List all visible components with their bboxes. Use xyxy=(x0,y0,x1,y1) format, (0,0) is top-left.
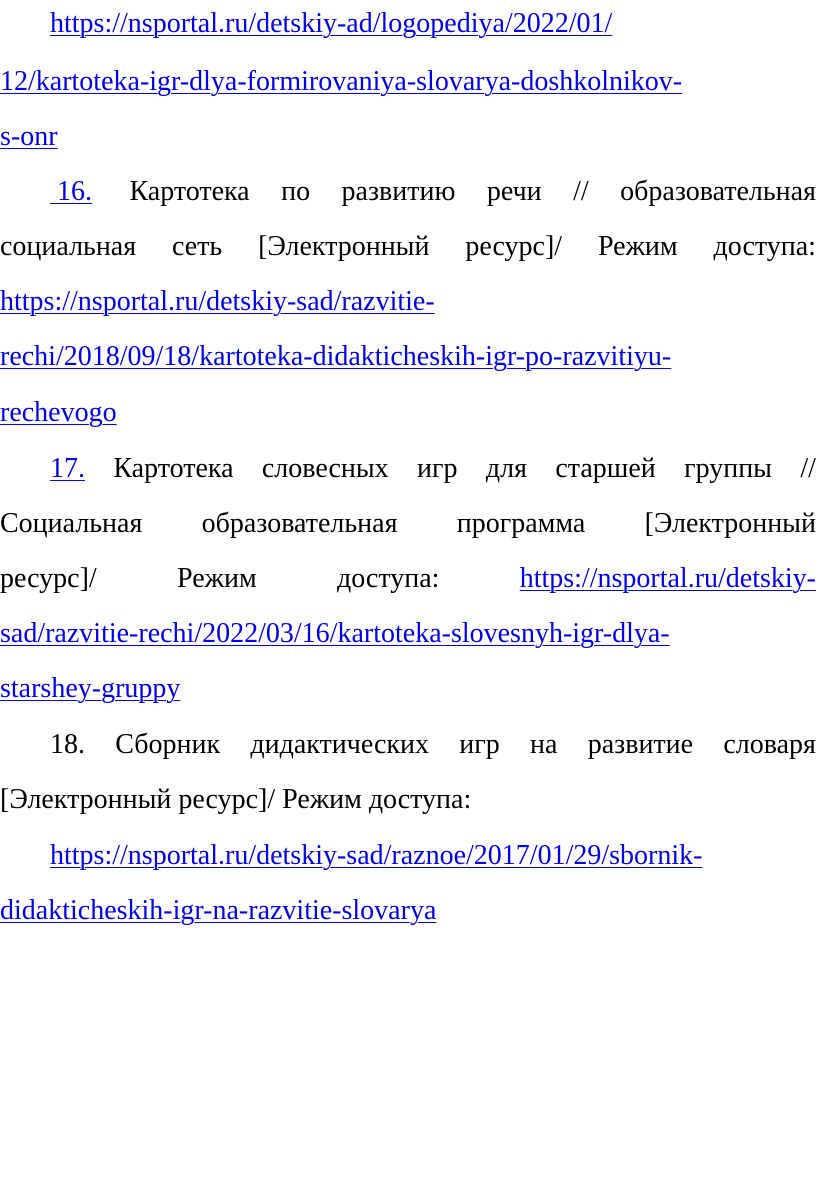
ref16-number-link[interactable]: 16. xyxy=(50,176,92,207)
ref16-url-line-3[interactable] xyxy=(0,393,816,433)
ref16-word: Режим xyxy=(597,231,678,262)
ref18-word: дидактических xyxy=(250,729,429,760)
ref18-word: на xyxy=(530,729,558,760)
ref18-link-part-2[interactable]: didakticheskih-igr-na-razvitie-slovarya xyxy=(0,895,437,926)
ref18-url-line-1[interactable] xyxy=(50,836,816,876)
ref18-link-part-1[interactable]: https://nsportal.ru/detskiy-sad/raznoe/2017/01/29/sbornik- xyxy=(50,840,703,871)
ref16-link-part-3[interactable]: rechevogo xyxy=(0,397,117,428)
ref16-link-part-1[interactable]: https://nsportal.ru/detskiy-sad/razvitie- xyxy=(0,286,435,317)
ref15-url-line-2[interactable] xyxy=(0,62,816,102)
ref17-word: Режим xyxy=(177,563,257,594)
ref15-url-line-3[interactable] xyxy=(0,117,816,157)
ref15-link-part-2[interactable]: 12/kartoteka-igr-dlya-formirovaniya-slovarya-doshkolnikov- xyxy=(0,66,683,97)
ref16-word: развитию xyxy=(341,176,456,207)
ref17-word: Картотека xyxy=(113,453,234,484)
ref16-word: образовательная xyxy=(620,176,816,207)
ref18-word: развитие xyxy=(587,729,694,760)
ref18-url-line-2[interactable] xyxy=(0,891,816,931)
ref16-word: Картотека xyxy=(129,176,250,207)
ref16-word: речи xyxy=(486,176,542,207)
ref17-line-1 xyxy=(50,449,816,489)
ref16-url-line-1[interactable] xyxy=(0,282,816,322)
ref16-link-part-2[interactable]: rechi/2018/09/18/kartoteka-didakticheskih-igr-po-razvitiyu- xyxy=(0,341,672,372)
ref17-word: ресурс]/ xyxy=(0,563,97,594)
ref17-word: группы xyxy=(684,453,772,484)
ref18-line-2 xyxy=(0,780,816,820)
ref17-url-line-2[interactable] xyxy=(0,614,816,654)
ref17-word: словесных xyxy=(261,453,389,484)
ref17-word: доступа: xyxy=(336,563,440,594)
ref17-word: программа xyxy=(456,508,586,539)
ref17-word: образовательная xyxy=(201,508,398,539)
ref18-word: 18. xyxy=(50,729,85,760)
ref17-number-link[interactable]: 17. xyxy=(50,453,85,484)
ref17-word: старшей xyxy=(555,453,656,484)
ref18-word: игр xyxy=(459,729,500,760)
ref17-link-part-3[interactable]: starshey-gruppy xyxy=(0,673,181,704)
ref16-word: ресурс]/ xyxy=(465,231,563,262)
ref16-word: [Электронный xyxy=(258,231,430,262)
ref16-word: социальная xyxy=(0,231,137,262)
ref17-link-part-2[interactable]: sad/razvitie-rechi/2022/03/16/kartoteka-slovesnyh-igr-dlya- xyxy=(0,618,670,649)
ref15-link-part-3[interactable]: s-onr xyxy=(0,121,58,152)
ref18-word: словаря xyxy=(723,729,816,760)
ref17-link-part-1[interactable]: https://nsportal.ru/detskiy- xyxy=(519,563,816,594)
ref18-word: Сборник xyxy=(115,729,221,760)
ref17-word: [Электронный xyxy=(644,508,816,539)
ref16-word: // xyxy=(573,176,589,207)
ref17-word: для xyxy=(485,453,527,484)
ref17-url-line-3[interactable] xyxy=(0,669,816,709)
ref16-word: доступа: xyxy=(713,231,816,262)
ref17-word: игр xyxy=(417,453,458,484)
ref16-line-1 xyxy=(50,172,816,212)
ref16-word: по xyxy=(281,176,311,207)
ref15-link-part-1[interactable]: https://nsportal.ru/detskiy-ad/logopediya/2022/01/ xyxy=(50,8,613,39)
ref16-url-line-2[interactable] xyxy=(0,337,816,377)
ref16-line-2 xyxy=(0,227,816,267)
ref17-line-2 xyxy=(0,504,816,544)
ref18-text: [Электронный ресурс]/ Режим доступа: xyxy=(0,784,472,815)
ref17-word: Социальная xyxy=(0,508,143,539)
ref17-word: // xyxy=(800,453,816,484)
ref16-word: сеть xyxy=(171,231,223,262)
ref15-url-line-1[interactable] xyxy=(50,4,816,44)
ref18-line-1 xyxy=(50,725,816,765)
ref17-line-3 xyxy=(0,559,816,599)
